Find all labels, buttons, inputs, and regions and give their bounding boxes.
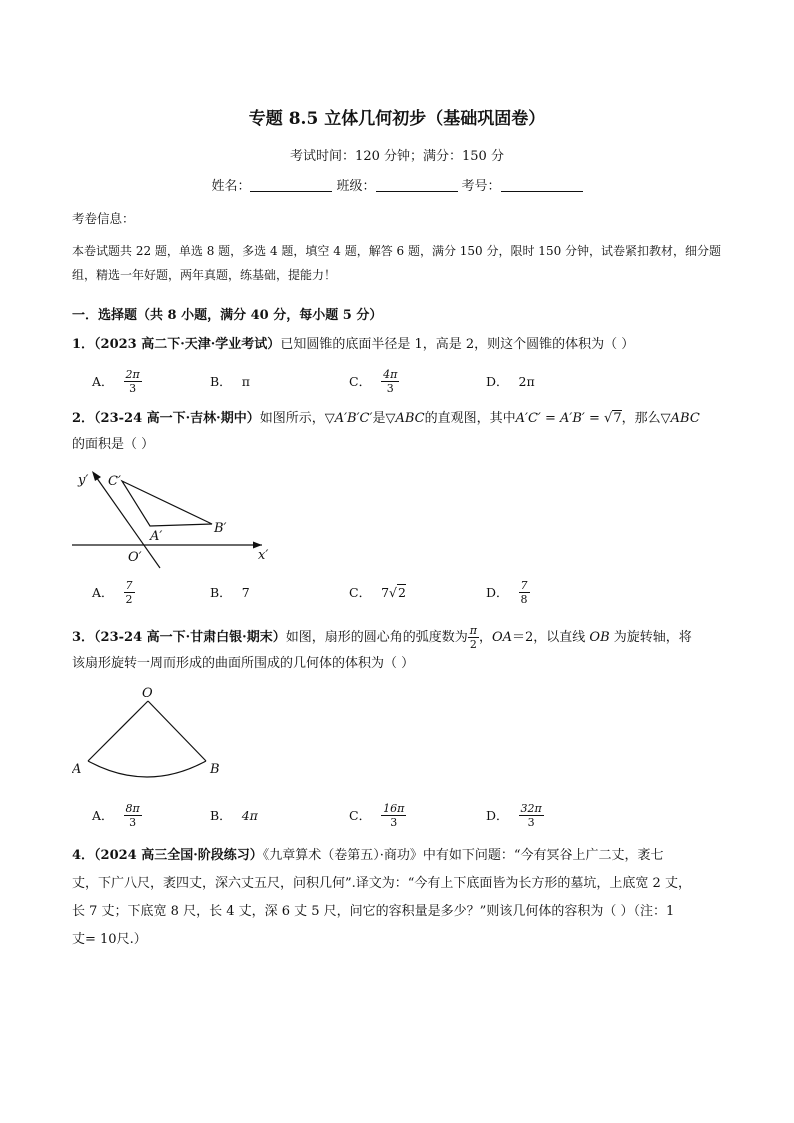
question-text: 该扇形旋转一周而形成的曲面所围成的几何体的体积为（ ）	[72, 656, 415, 671]
radicand: 2	[398, 584, 406, 600]
fraction	[381, 802, 406, 829]
option-letter: C．	[349, 374, 372, 389]
numerator: 7	[125, 578, 133, 592]
question-number: 2．	[72, 411, 95, 426]
question-source: （23-24 高一下·甘肃白银·期末）	[94, 630, 286, 645]
option-value: 4π	[241, 807, 258, 823]
numerator: 2π	[125, 367, 140, 381]
option-c[interactable]	[349, 364, 399, 398]
class-blank[interactable]	[376, 179, 458, 192]
question-source: （2024 高三全国·阶段练习）	[94, 848, 263, 863]
question-3	[72, 624, 724, 677]
fraction	[124, 802, 142, 829]
equation: A′C′ = A′B′ =	[515, 411, 605, 426]
name-label: 姓名：	[211, 179, 251, 194]
fraction	[519, 579, 530, 606]
question-text: 如图所示，	[259, 411, 325, 426]
option-letter: A．	[92, 374, 114, 389]
page-title: 专题 8.5 立体几何初步（基础巩固卷）	[248, 109, 546, 129]
option-b[interactable]	[210, 798, 258, 832]
triangle-label: ▽A′B′C′	[324, 411, 373, 426]
option-letter: A．	[92, 585, 114, 600]
option-c[interactable]	[349, 575, 406, 609]
option-letter: B．	[210, 808, 232, 823]
triangle-label: ▽ABC	[385, 411, 425, 426]
sector-arc	[88, 761, 206, 777]
point-b-label: B	[210, 762, 220, 777]
option-letter: C．	[349, 808, 372, 823]
option-value: 2π	[518, 373, 535, 389]
option-a[interactable]	[92, 798, 142, 832]
denominator: 3	[129, 815, 137, 829]
number-label: 考号：	[461, 179, 501, 194]
student-fields	[0, 175, 794, 194]
question-2-options	[92, 575, 712, 609]
question-text: 丈，下广八尺，袤四丈，深六丈五尺，问积几何”.译文为：“今有上下底面皆为长方形的墓坑，上底宽 2 丈，	[72, 876, 691, 891]
question-text: ，	[478, 630, 492, 645]
option-b[interactable]	[210, 575, 250, 609]
radicand: 7	[613, 411, 622, 426]
numerator: 8π	[125, 801, 140, 815]
numerator: π	[469, 624, 477, 637]
triangle-abc-prime	[122, 481, 212, 526]
denominator: 3	[129, 381, 137, 395]
fraction	[468, 624, 479, 651]
question-text: 《九章算术（卷第五）·商功》中有如下问题：“今有冥谷上广二丈，袤七	[262, 848, 664, 863]
option-d[interactable]	[486, 575, 530, 609]
option-c[interactable]	[349, 798, 406, 832]
vertex-b-label: B′	[214, 521, 227, 536]
option-letter: D．	[486, 374, 509, 389]
question-4	[72, 842, 724, 954]
sector-figure	[72, 685, 232, 785]
fraction	[519, 802, 544, 829]
option-letter: A．	[92, 808, 114, 823]
numerator: 7	[520, 578, 528, 592]
numerator: 16π	[383, 801, 405, 815]
question-source: （23-24 高一下·吉林·期中）	[94, 411, 260, 426]
denominator: 2	[469, 638, 477, 651]
origin-label: O′	[128, 550, 142, 565]
vertex-c-label: C′	[108, 474, 121, 489]
oblique-projection-figure	[72, 466, 272, 570]
fraction	[124, 368, 142, 395]
sqrt-expression: √2	[389, 584, 406, 600]
x-axis-label: x′	[258, 548, 269, 563]
option-letter: B．	[210, 374, 232, 389]
point-a-label: A	[72, 762, 82, 777]
question-3-options	[92, 798, 712, 832]
y-axis-label: y′	[78, 473, 89, 488]
option-a[interactable]	[92, 575, 135, 609]
triangle-label: ▽ABC	[660, 411, 700, 426]
question-source: （2023 高二下·天津·学业考试）	[94, 337, 281, 352]
sqrt-expression: √7	[604, 411, 622, 426]
number-blank[interactable]	[501, 179, 583, 192]
segment-label: OB	[589, 630, 610, 645]
class-label: 班级：	[336, 179, 376, 194]
point-o-label: O	[142, 686, 153, 701]
denominator: 3	[527, 815, 535, 829]
question-number: 3．	[72, 630, 95, 645]
question-number: 4．	[72, 848, 95, 863]
option-a[interactable]	[92, 364, 142, 398]
question-text: 是	[372, 411, 386, 426]
info-label: 考卷信息：	[72, 211, 135, 226]
question-text: ，那么	[621, 411, 661, 426]
coefficient: 7	[381, 584, 390, 600]
option-d[interactable]	[486, 364, 535, 398]
option-letter: D．	[486, 585, 509, 600]
question-number: 1．	[72, 337, 95, 352]
question-2	[72, 406, 724, 458]
option-value: 7	[241, 584, 250, 600]
radius-oa	[88, 701, 148, 761]
question-text: 的面积是（ ）	[72, 437, 155, 452]
question-1-options	[92, 364, 712, 398]
fraction	[381, 368, 399, 395]
segment-label: OA	[491, 630, 513, 645]
question-text: 长 7 丈；下底宽 8 尺，长 4 丈，深 6 丈 5 尺，问它的容积量是多少？”则该几何体的容积为（ ）（注：1	[72, 904, 675, 919]
info-text: 本卷试题共 22 题，单选 8 题，多选 4 题，填空 4 题，解答 6 题，满分 150 分，限时 150 分钟，试卷紧扣教材，细分题组，精选一年好题，两年真题，练基础，提能力！	[72, 244, 722, 282]
question-text: 如图，扇形的圆心角的弧度数为	[285, 630, 468, 645]
name-blank[interactable]	[250, 179, 332, 192]
vertex-a-label: A′	[150, 529, 163, 544]
section-heading: 一．选择题（共 8 小题，满分 40 分，每小题 5 分）	[72, 308, 383, 323]
question-text: 已知圆锥的底面半径是 1，高是 2，则这个圆锥的体积为（ ）	[280, 337, 635, 352]
denominator: 2	[125, 592, 133, 606]
option-letter: B．	[210, 585, 232, 600]
question-text: 的直观图，其中	[424, 411, 516, 426]
fraction	[124, 579, 135, 606]
numerator: 4π	[383, 367, 398, 381]
question-text: 为旋转轴，将	[609, 630, 692, 645]
option-d[interactable]	[486, 798, 544, 832]
option-letter: D．	[486, 808, 509, 823]
denominator: 8	[520, 592, 528, 606]
denominator: 3	[386, 381, 394, 395]
question-1	[72, 332, 724, 358]
radius-ob	[148, 701, 206, 761]
denominator: 3	[390, 815, 398, 829]
y-axis-arrow-icon	[92, 471, 101, 481]
question-text: 丈= 10尺.）	[72, 932, 147, 947]
numerator: 32π	[520, 801, 542, 815]
option-value: π	[241, 373, 250, 389]
exam-time: 考试时间：120 分钟；满分：150 分	[290, 149, 504, 164]
question-text: ＝2，以直线	[512, 630, 590, 645]
option-b[interactable]	[210, 364, 250, 398]
option-letter: C．	[349, 585, 372, 600]
